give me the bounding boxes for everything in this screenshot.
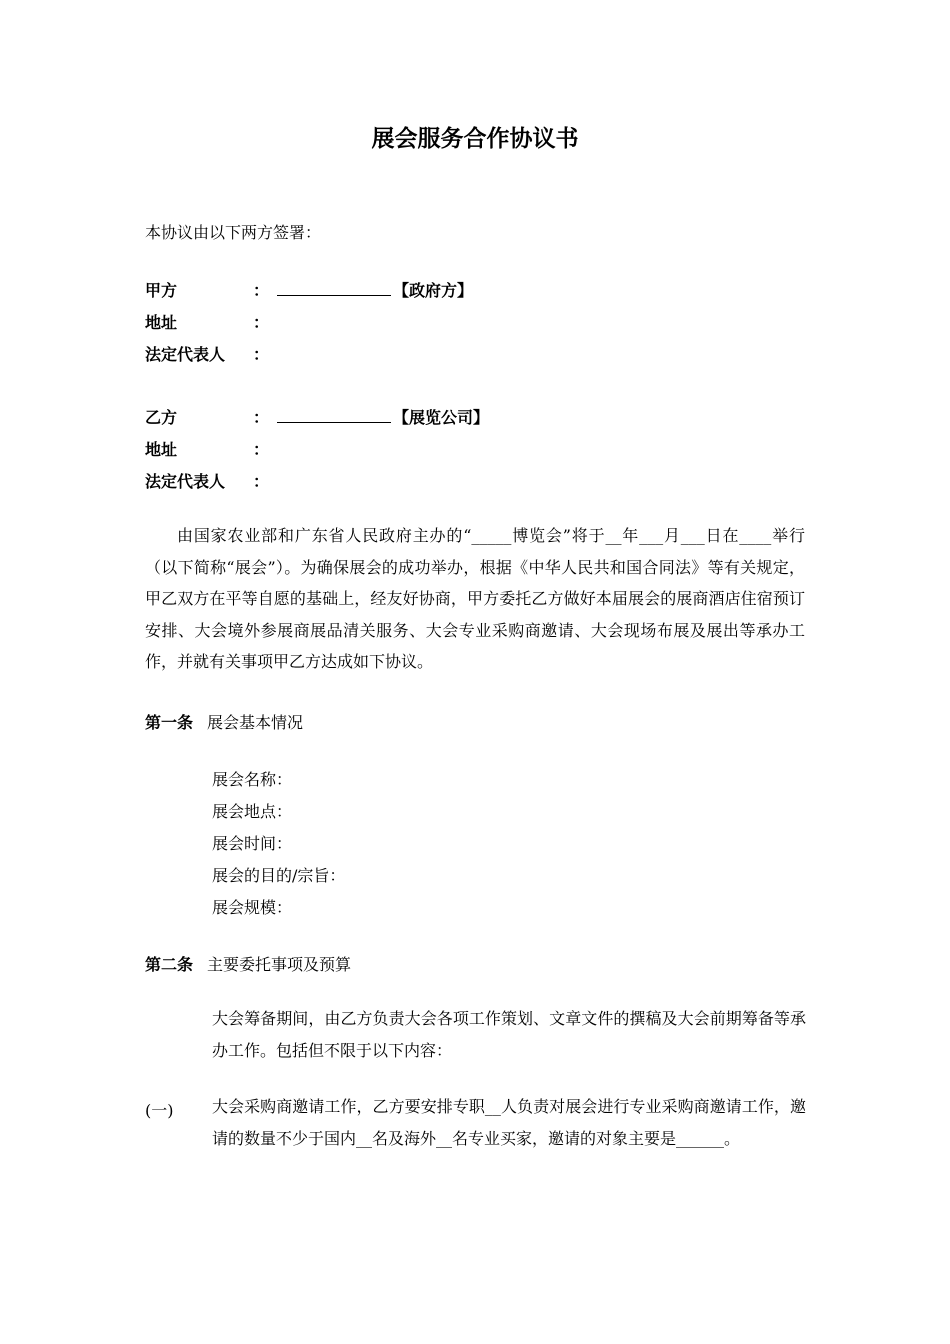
item-1-number: (一) — [145, 1101, 174, 1120]
article-2-title: 主要委托事项及预算 — [207, 955, 352, 974]
party-a-label: 甲方 — [145, 281, 178, 300]
party-b-rep-colon: ： — [253, 472, 270, 491]
expo-scale-field: 展会规模： — [212, 898, 293, 917]
preamble-paragraph: 由国家农业部和广东省人民政府主办的“_____博览会”将于__年___月___日在____举行（以下简称“展会”）。为确保展会的成功举办，根据《中华人民共和国合同法》等有关规定，甲乙双方在平等自愿的基础上，经友好协商，甲方委托乙方做好本届展会的展商酒店住宿预订安排、大会境外参展商展品清关服务、大会专业采购商邀请、大会现场布展及展出等承办工作，并就有关事项甲乙方达成如下协议。 — [145, 526, 805, 671]
article-1-heading — [145, 710, 303, 733]
party-a-address-colon: ： — [253, 313, 270, 332]
party-b-colon: ： — [253, 408, 270, 427]
party-b-rep-label: 法定代表人 — [145, 472, 226, 491]
party-b-value — [277, 405, 489, 428]
party-b-label: 乙方 — [145, 408, 178, 427]
item-1-text: 大会采购商邀请工作，乙方要安排专职__人负责对展会进行专业采购商邀请工作，邀请的数量不少于国内__名及海外__名专业买家，邀请的对象主要是______。 — [212, 1097, 806, 1148]
party-b-blank — [277, 410, 391, 423]
article-1-title: 展会基本情况 — [207, 713, 304, 732]
article-2-heading — [145, 952, 351, 975]
party-a-address-label: 地址 — [145, 313, 178, 332]
party-b-address-colon: ： — [253, 440, 270, 459]
party-a-blank — [277, 283, 391, 296]
expo-purpose-field: 展会的目的/宗旨： — [212, 866, 346, 885]
expo-time-field: 展会时间： — [212, 834, 293, 853]
article-1-number: 第一条 — [145, 713, 194, 732]
party-b-role: 【展览公司】 — [393, 408, 490, 427]
party-a-value — [277, 278, 473, 301]
article-2-body: 大会筹备期间，由乙方负责大会各项工作策划、文章文件的撰稿及大会前期筹备等承办工作。包括但不限于以下内容： — [212, 1009, 806, 1060]
document-title: 展会服务合作协议书 — [371, 125, 579, 152]
intro-text: 本协议由以下两方签署： — [145, 223, 322, 242]
party-a-colon: ： — [253, 281, 270, 300]
party-b-address-label: 地址 — [145, 440, 178, 459]
party-a-rep-colon: ： — [253, 345, 270, 364]
expo-name-field: 展会名称： — [212, 770, 293, 789]
expo-location-field: 展会地点： — [212, 802, 293, 821]
party-a-rep-label: 法定代表人 — [145, 345, 226, 364]
party-a-role: 【政府方】 — [393, 281, 474, 300]
article-2-number: 第二条 — [145, 955, 194, 974]
